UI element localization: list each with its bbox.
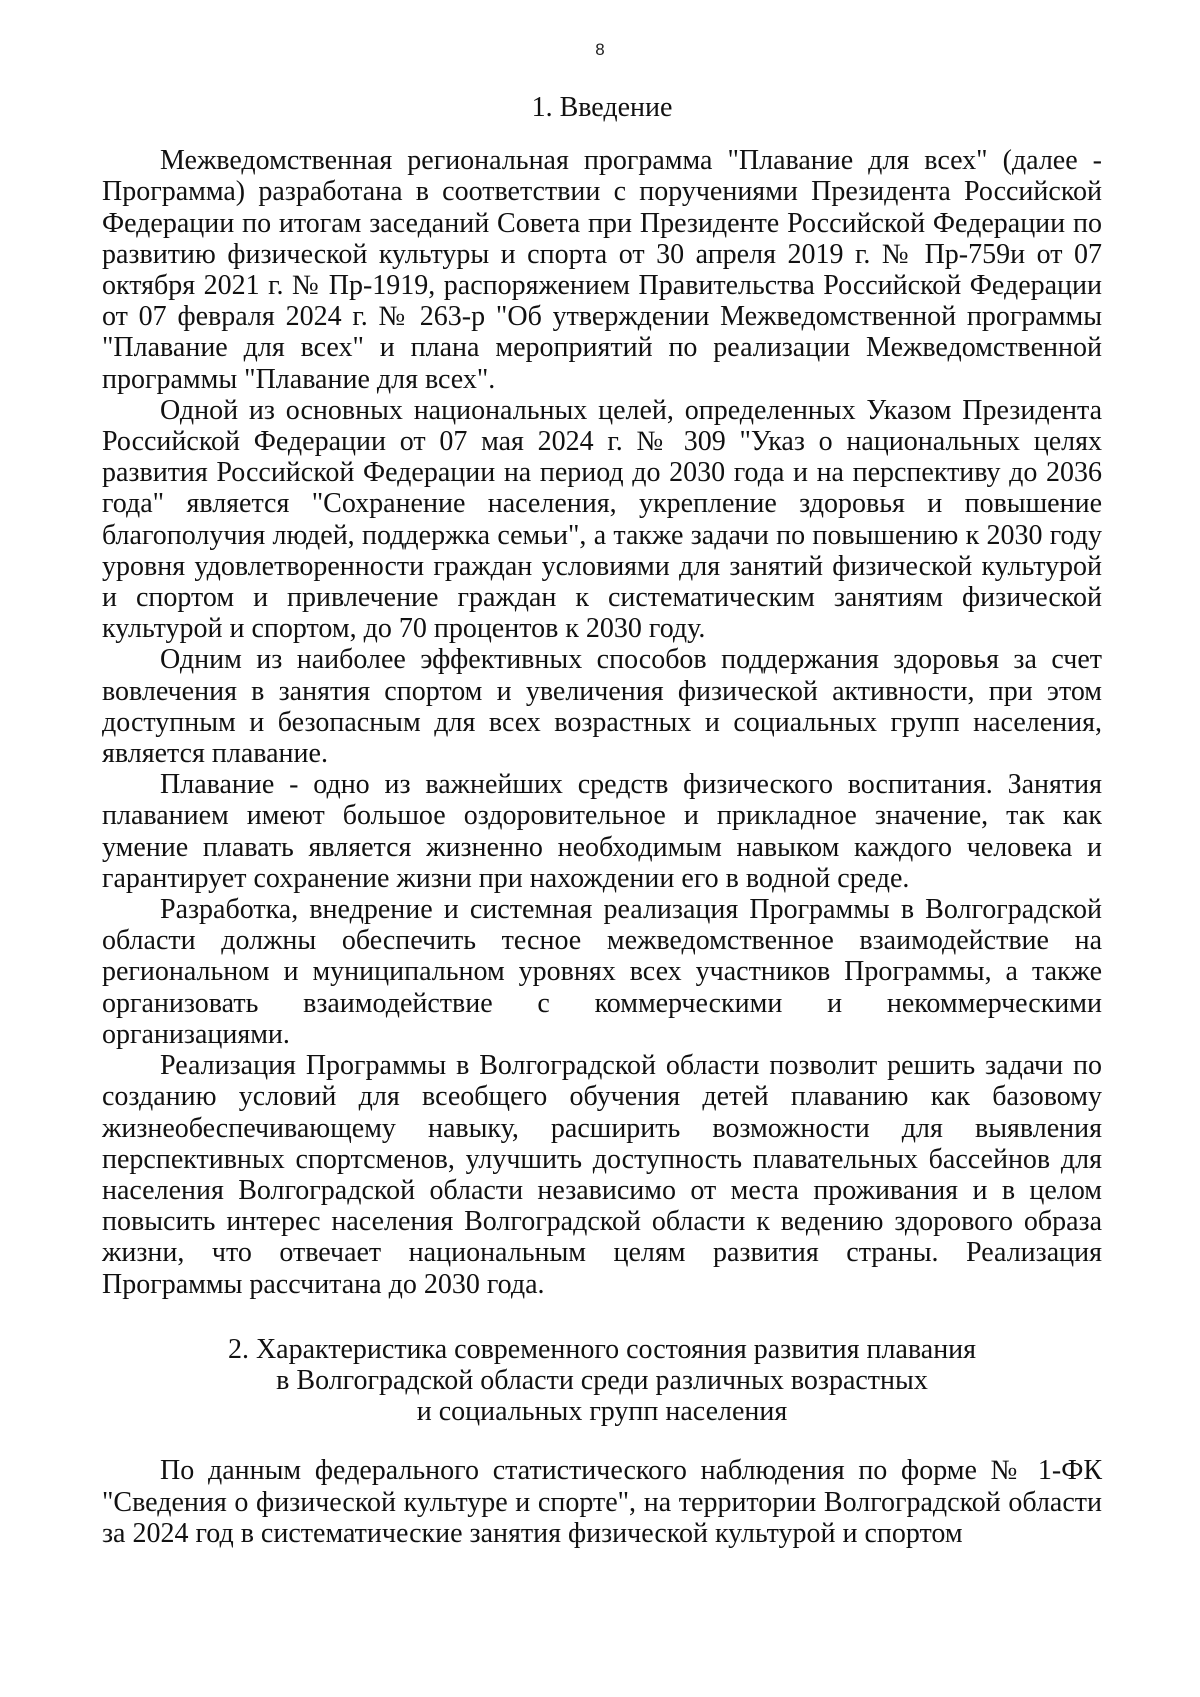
- paragraph: По данным федерального статистического наблюдения по форме № 1-ФК "Сведения о физической культуре и спорте", на территории Волгоградской области за 2024 год в систематические занятия физической культурой и спортом: [102, 1455, 1102, 1549]
- paragraph: Одной из основных национальных целей, определенных Указом Президента Российской Федерации от 07 мая 2024 г. № 309 "Указ о национальных целях развития Российской Федерации на период до 2030 года и на перспективу до 2036 года" является "Сохранение населения, укрепление здоровья и повышение благополучия людей, поддержка семьи", а также задачи по повышению к 2030 году уровня удовлетворенности граждан условиями для занятий физической культурой и спортом и привлечение граждан к систематическим занятиям физической культурой и спортом, до 70 процентов к 2030 году.: [102, 394, 1102, 645]
- section-1-title: 1. Введение: [531, 92, 673, 123]
- paragraph: Одним из наиболее эффективных способов поддержания здоровья за счет вовлечения в занятия спортом и увеличения физической активности, при этом доступным и безопасным для всех возрастных и социальных групп населения, является плавание.: [102, 644, 1102, 770]
- document-body: [102, 92, 1102, 1549]
- paragraph: Реализация Программы в Волгоградской области позволит решить задачи по созданию условий для всеобщего обучения детей плаванию как базовому жизнеобеспечивающему навыку, расширить возможности для выявления перспективных спортсменов, улучшить доступность плавательных бассейнов для населения Волгоградской области независимо от места проживания и в целом повысить интерес населения Волгоградской области к ведению здорового образа жизни, что отвечает национальным целям развития страны. Реализация Программы рассчитана до 2030 года.: [102, 1050, 1102, 1300]
- section-2-title-line: в Волгоградской области среди различных возрастных: [276, 1364, 928, 1396]
- paragraph: Межведомственная региональная программа "Плавание для всех" (далее - Программа) разработана в соответствии с поручениями Президента Российской Федерации по итогам заседаний Совета при Президенте Российской Федерации по развитию физической культуры и спорта от 30 апреля 2019 г. № Пр-759и от 07 октября 2021 г. № Пр-1919, распоряжением Правительства Российской Федерации от 07 февраля 2024 г. № 263-р "Об утверждении Межведомственной программы "Плавание для всех" и плана мероприятий по реализации Межведомственной программы "Плавание для всех".: [102, 145, 1102, 395]
- section-2-title-line: и социальных групп населения: [416, 1396, 788, 1428]
- paragraph: Плавание - одно из важнейших средств физического воспитания. Занятия плаванием имеют большое оздоровительное и прикладное значение, так как умение плавать является жизненно необходимым навыком каждого человека и гарантирует сохранение жизни при нахождении его в водной среде.: [102, 769, 1102, 894]
- page-number: 8: [595, 40, 605, 59]
- section-2-title-line: 2. Характеристика современного состояния развития плавания: [227, 1333, 977, 1365]
- section-2-title: [102, 1334, 1102, 1428]
- paragraph: Разработка, внедрение и системная реализация Программы в Волгоградской области должны обеспечить тесное межведомственное взаимодействие на региональном и муниципальном уровнях всех участников Программы, а также организовать взаимодействие с коммерческими и некоммерческими организациями.: [102, 894, 1102, 1050]
